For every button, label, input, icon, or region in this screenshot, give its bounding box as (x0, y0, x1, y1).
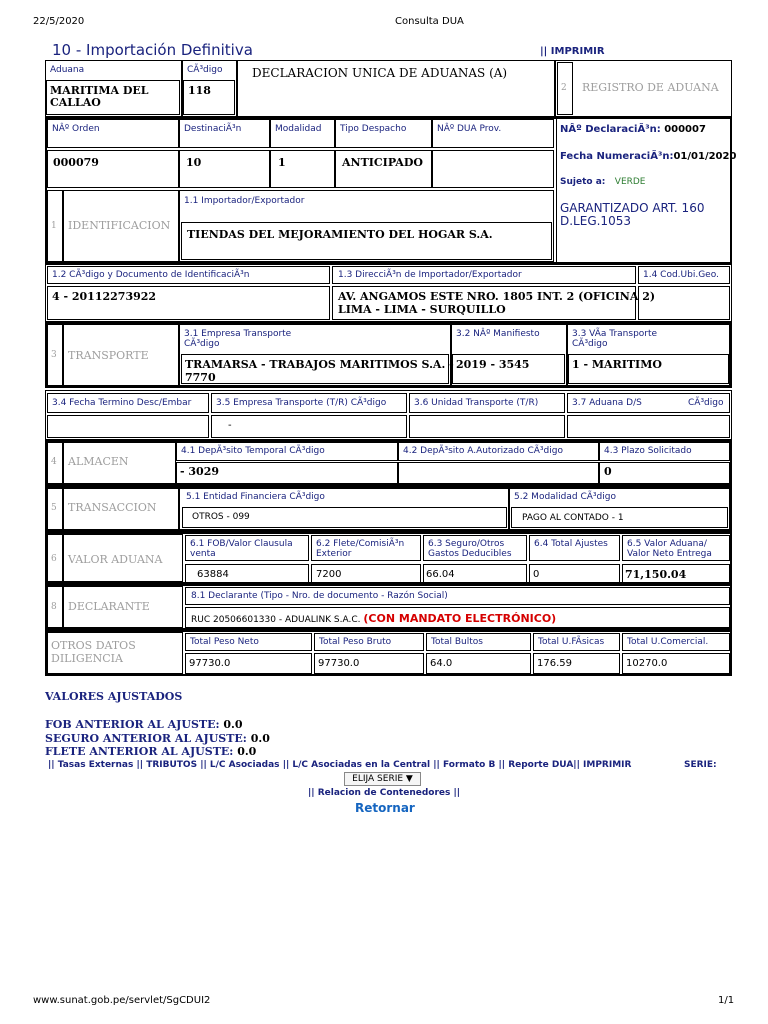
codigo-value: 118 (188, 84, 211, 97)
fob-ajuste (45, 718, 243, 731)
fob-ajuste-label: FOB ANTERIOR AL AJUSTE: (45, 718, 220, 731)
deposito-aut-label: 4.2 DepÃ³sito A.Autorizado CÃ³digo (403, 446, 563, 456)
deposito-temp-label: 4.1 DepÃ³sito Temporal CÃ³digo (181, 446, 325, 456)
identificacion-num: 1 (51, 221, 57, 231)
identificacion-title: IDENTIFICACION (68, 219, 171, 232)
codigo-label: CÃ³digo (187, 65, 223, 75)
valor-aduana-title: VALOR ADUANA (68, 553, 163, 566)
entidad-label: 5.1 Entidad Financiera CÃ³digo (186, 492, 325, 502)
nav-sep: || (282, 760, 290, 770)
declarante-ruc: RUC 20506601330 - ADUALINK S.A.C. (191, 615, 361, 625)
bultos-label: Total Bultos (431, 637, 483, 647)
print-page-title: Consulta DUA (395, 16, 464, 27)
flete-label-2: Exterior (316, 549, 352, 559)
declaracion-number (560, 124, 706, 135)
via-label-2: CÃ³digo (572, 339, 608, 349)
entidad-value: OTROS - 099 (192, 512, 250, 522)
modalidad-label: Modalidad (275, 124, 322, 134)
retornar-link[interactable]: Retornar (355, 801, 415, 815)
flete-ajuste (45, 745, 256, 758)
modalidad-pago-label: 5.2 Modalidad CÃ³digo (514, 492, 616, 502)
empresa-tr-label: 3.5 Empresa Transporte (T/R) CÃ³digo (216, 398, 387, 408)
contenedores-row (308, 788, 460, 798)
sujeto-value: VERDE (614, 177, 646, 187)
declaracion-info-box (556, 117, 732, 264)
print-link[interactable]: || IMPRIMIR (540, 46, 605, 57)
empresa-value-1: TRAMARSA - TRABAJOS MARITIMOS S.A. - (185, 358, 454, 371)
ubigeo-value-box (638, 286, 730, 320)
aduana-ds-label: 3.7 Aduana D/S (572, 398, 642, 408)
mandato-text: (CON MANDATO ELECTRÓNICO) (363, 612, 557, 625)
ubigeo-label: 1.4 Cod.Ubi.Geo. (643, 270, 719, 280)
doc-title: DECLARACION UNICA DE ADUANAS (A) (252, 66, 508, 80)
sujeto-label: Sujeto a: (560, 177, 606, 187)
ajustes-heading: VALORES AJUSTADOS (45, 690, 183, 703)
aduana-ds-value-box (567, 415, 730, 438)
nav-links (48, 760, 631, 770)
ucomercial-value: 10270.0 (626, 658, 668, 669)
otros-title-2: DILIGENCIA (51, 652, 123, 665)
seguro-ajuste-label: SEGURO ANTERIOR AL AJUSTE: (45, 732, 247, 745)
flete-label-1: 6.2 Flete/ComisiÃ³n (316, 539, 405, 549)
nav-sep: || (200, 760, 207, 770)
seguro-label-1: 6.3 Seguro/Otros (428, 539, 505, 549)
fob-label-1: 6.1 FOB/Valor Clausula (190, 539, 293, 549)
modalidad-value: 1 (278, 156, 286, 169)
aduana-ds-codigo: CÃ³digo (688, 398, 724, 408)
modalidad-pago-value: PAGO AL CONTADO - 1 (522, 513, 624, 523)
ufisicas-label: Total U.FÃsicas (538, 637, 605, 647)
nav-lc-asociadas-link[interactable]: L/C Asociadas (209, 760, 280, 770)
peso-neto-label: Total Peso Neto (190, 637, 259, 647)
codigo-doc-value: 4 - 20112273922 (52, 290, 157, 303)
fecha-desc-label: 3.4 Fecha Termino Desc/Embar (52, 398, 192, 408)
valor-value: 71,150.04 (625, 568, 687, 581)
unidad-label: 3.6 Unidad Transporte (T/R) (414, 398, 539, 408)
contenedores-link[interactable]: Relacion de Contenedores (317, 788, 451, 798)
bultos-value: 64.0 (430, 658, 453, 669)
nav-sep: || (498, 760, 506, 770)
via-label-1: 3.3 VÃa Transporte (572, 329, 658, 339)
unidad-value-box (409, 415, 565, 438)
empresa-label-2: CÃ³digo (184, 339, 220, 349)
nav-reporte-link[interactable]: Reporte DUA (508, 760, 574, 770)
seguro-value: 66.04 (426, 569, 455, 580)
nav-sep: || (453, 788, 461, 798)
dua-prov-label: NÂº DUA Prov. (437, 124, 502, 134)
serie-select[interactable]: ELIJA SERIE ▼ (344, 772, 421, 786)
direccion-line1: AV. ANGAMOS ESTE NRO. 1805 INT. 2 (OFICINA 2) (338, 290, 656, 303)
fecha-label: Fecha NumeraciÃ³n: (560, 151, 674, 162)
fob-label-2: venta (190, 549, 216, 559)
empresa-label-1: 3.1 Empresa Transporte (184, 329, 292, 339)
seguro-label-2: Gastos Deducibles (428, 549, 512, 559)
tipo-value: ANTICIPADO (342, 156, 423, 169)
garantizado-text: GARANTIZADO ART. 160 D.LEG.1053 (560, 201, 705, 228)
manifiesto-value: 2019 - 3545 (456, 358, 530, 371)
destinacion-value: 10 (186, 156, 202, 169)
declarante-label: 8.1 Declarante (Tipo - Nro. de documento - Razón Social) (191, 591, 448, 601)
sujeto (560, 177, 646, 187)
ufisicas-value: 176.59 (537, 658, 572, 669)
peso-bruto-value: 97730.0 (318, 658, 360, 669)
print-page-number: 1/1 (718, 995, 735, 1006)
dua-prov-value-box (432, 150, 554, 188)
declaracion-label: NÂº DeclaraciÃ³n: (560, 124, 661, 135)
transaccion-num: 5 (51, 503, 57, 513)
transporte-num: 3 (51, 350, 57, 360)
empresa-value-2: 7770 (185, 371, 216, 384)
empresa-tr-value-box (211, 415, 407, 438)
direccion-line2: LIMA - LIMA - SURQUILLO (338, 303, 506, 316)
fecha-numeracion (560, 151, 736, 162)
almacen-title: ALMACEN (68, 455, 129, 468)
seguro-ajuste (45, 732, 270, 745)
nav-sep: || (48, 760, 55, 770)
fob-ajuste-value: 0.0 (223, 718, 243, 731)
deposito-temp-value: - 3029 (180, 465, 220, 478)
empresa-tr-value: - (228, 420, 232, 431)
transaccion-title: TRANSACCION (68, 501, 157, 514)
declarante-value (191, 613, 556, 626)
nav-tasas-link[interactable]: Tasas Externas (57, 760, 134, 770)
page-title: 10 - Importación Definitiva (52, 41, 253, 59)
nav-formato-b-link[interactable]: Formato B (442, 760, 496, 770)
nav-sep: || (573, 760, 580, 770)
deposito-aut-value-box (398, 462, 599, 484)
seguro-ajuste-value: 0.0 (250, 732, 270, 745)
aduana-label: Aduana (50, 65, 85, 75)
valor-aduana-num: 6 (51, 554, 57, 564)
orden-value: 000079 (53, 156, 99, 169)
fecha-value: 01/01/2020 (673, 151, 737, 162)
registro-num: 2 (561, 83, 567, 93)
codigo-doc-label: 1.2 CÃ³digo y Documento de IdentificaciÃ³n (52, 270, 250, 280)
plazo-label: 4.3 Plazo Solicitado (604, 446, 692, 456)
nav-tributos-link[interactable]: TRIBUTOS (146, 760, 198, 770)
print-date: 22/5/2020 (33, 16, 85, 27)
nav-sep: || (136, 760, 144, 770)
fecha-desc-value-box (47, 415, 209, 438)
orden-label: NÂº Orden (52, 124, 100, 134)
peso-neto-value: 97730.0 (189, 658, 231, 669)
serie-label: SERIE: (684, 760, 717, 770)
otros-title (51, 639, 136, 665)
importador-label: 1.1 Importador/Exportador (184, 196, 305, 206)
manifiesto-label: 3.2 NÂº Manifiesto (456, 329, 540, 339)
nav-lc-central-link[interactable]: L/C Asociadas en la Central (292, 760, 431, 770)
plazo-value-box (599, 462, 730, 484)
declarante-title: DECLARANTE (68, 600, 150, 613)
declarante-num: 8 (51, 602, 57, 612)
print-url: www.sunat.gob.pe/servlet/SgCDUI2 (33, 995, 211, 1006)
plazo-value: 0 (604, 465, 612, 478)
via-value: 1 - MARITIMO (572, 358, 662, 371)
flete-ajuste-label: FLETE ANTERIOR AL AJUSTE: (45, 745, 234, 758)
transporte-title: TRANSPORTE (68, 349, 149, 362)
ajustes-value: 0 (533, 569, 540, 580)
flete-ajuste-value: 0.0 (237, 745, 257, 758)
direccion-label: 1.3 DirecciÃ³n de Importador/Exportador (338, 270, 522, 280)
otros-title-1: OTROS DATOS (51, 639, 136, 652)
flete-value: 7200 (316, 569, 342, 580)
aduana-value: MARITIMA DEL CALLAO (50, 84, 149, 109)
valor-label-1: 6.5 Valor Aduana/ (627, 539, 707, 549)
almacen-num: 4 (51, 457, 57, 467)
fob-value: 63884 (197, 569, 229, 580)
tipo-label: Tipo Despacho (340, 124, 407, 134)
ucomercial-label: Total U.Comercial. (627, 637, 709, 647)
valor-label-2: Valor Neto Entrega (627, 549, 712, 559)
destinacion-label: DestinaciÃ³n (184, 124, 242, 134)
nav-sep: || (433, 760, 440, 770)
importador-value: TIENDAS DEL MEJORAMIENTO DEL HOGAR S.A. (187, 228, 493, 241)
registro-label: REGISTRO DE ADUANA (582, 81, 719, 94)
ajustes-label: 6.4 Total Ajustes (534, 539, 608, 549)
nav-sep: || (308, 788, 315, 798)
peso-bruto-label: Total Peso Bruto (319, 637, 392, 647)
ajustes-value-box (529, 564, 620, 584)
nav-imprimir-link[interactable]: IMPRIMIR (583, 760, 632, 770)
declaracion-value: 000007 (664, 124, 706, 135)
